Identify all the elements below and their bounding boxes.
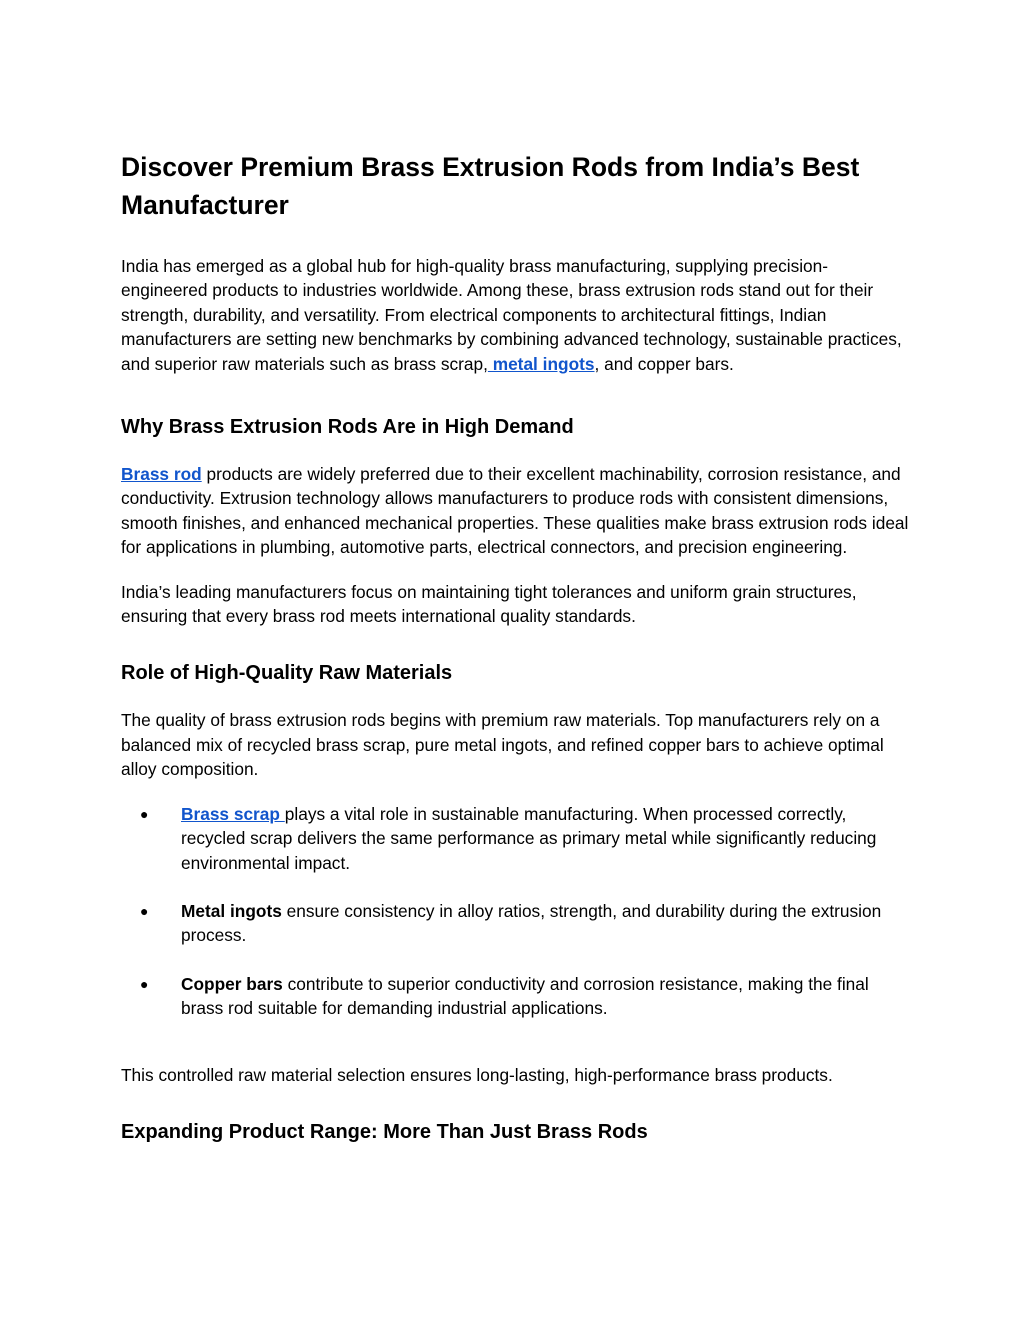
list-item-text: contribute to superior conductivity and corrosion resistance, making the final brass rod suitable for demanding industrial applications. bbox=[181, 973, 869, 1019]
demand-text: products are widely preferred due to their excellent machinability, corrosion resistance, and conductivity. Extrusion technology allows manufacturers to produce rods with consistent dimensions, smooth finishes, and enhanced mechanical properties. These qualities make brass extrusion rods ideal for applications in plumbing, automotive parts, electrical connectors, and precision engineering. bbox=[121, 464, 909, 558]
bullet-icon: ● bbox=[140, 975, 149, 992]
list-item-lead: Metal ingots bbox=[181, 900, 282, 921]
intro-paragraph bbox=[121, 254, 911, 376]
list-item bbox=[121, 802, 911, 875]
list-item-text: plays a vital role in sustainable manufacturing. When processed correctly, recycled scrap delivers the same performance as primary metal while significantly reducing environmental impact. bbox=[181, 803, 877, 873]
intro-text: India has emerged as a global hub for high-quality brass manufacturing, supplying precision-engineered products to industries worldwide. Among these, brass extrusion rods stand out for their strength, durability, and versatility. From electrical components to architectural fittings, Indian manufacturers are setting new benchmarks by combining advanced technology, sustainable practices, and superior raw materials such as brass scrap, bbox=[121, 256, 902, 374]
section-heading-demand: Why Brass Extrusion Rods Are in High Demand bbox=[121, 416, 574, 439]
list-item-text: ensure consistency in alloy ratios, strength, and durability during the extrusion process. bbox=[181, 900, 882, 946]
raw-materials-list bbox=[121, 802, 911, 1021]
bullet-icon: ● bbox=[140, 805, 149, 822]
bullet-icon: ● bbox=[140, 902, 149, 919]
document-page bbox=[121, 148, 911, 1167]
raw-materials-paragraph: The quality of brass extrusion rods begins with premium raw materials. Top manufacturers rely on a balanced mix of recycled brass scrap, pure metal ingots, and refined copper bars to achieve optimal alloy composition. bbox=[121, 710, 884, 780]
demand-paragraph bbox=[121, 462, 911, 560]
intro-text-end: , and copper bars. bbox=[594, 353, 734, 374]
brass-scrap-link[interactable]: Brass scrap bbox=[181, 803, 285, 824]
section-heading-raw-materials: Role of High-Quality Raw Materials bbox=[121, 662, 453, 685]
list-item-lead: Copper bars bbox=[181, 973, 283, 994]
brass-rod-link[interactable]: Brass rod bbox=[121, 464, 202, 485]
metal-ingots-link[interactable]: metal ingots bbox=[487, 353, 595, 374]
page-title: Discover Premium Brass Extrusion Rods from India’s Best Manufacturer bbox=[121, 152, 860, 220]
closing-paragraph: This controlled raw material selection ensures long-lasting, high-performance brass products. bbox=[121, 1064, 833, 1085]
standards-paragraph: India’s leading manufacturers focus on maintaining tight tolerances and uniform grain structures, ensuring that every brass rod meets international quality standards. bbox=[121, 581, 857, 627]
list-item bbox=[121, 899, 911, 948]
section-heading-product-range: Expanding Product Range: More Than Just Brass Rods bbox=[121, 1120, 648, 1143]
list-item bbox=[121, 972, 911, 1021]
